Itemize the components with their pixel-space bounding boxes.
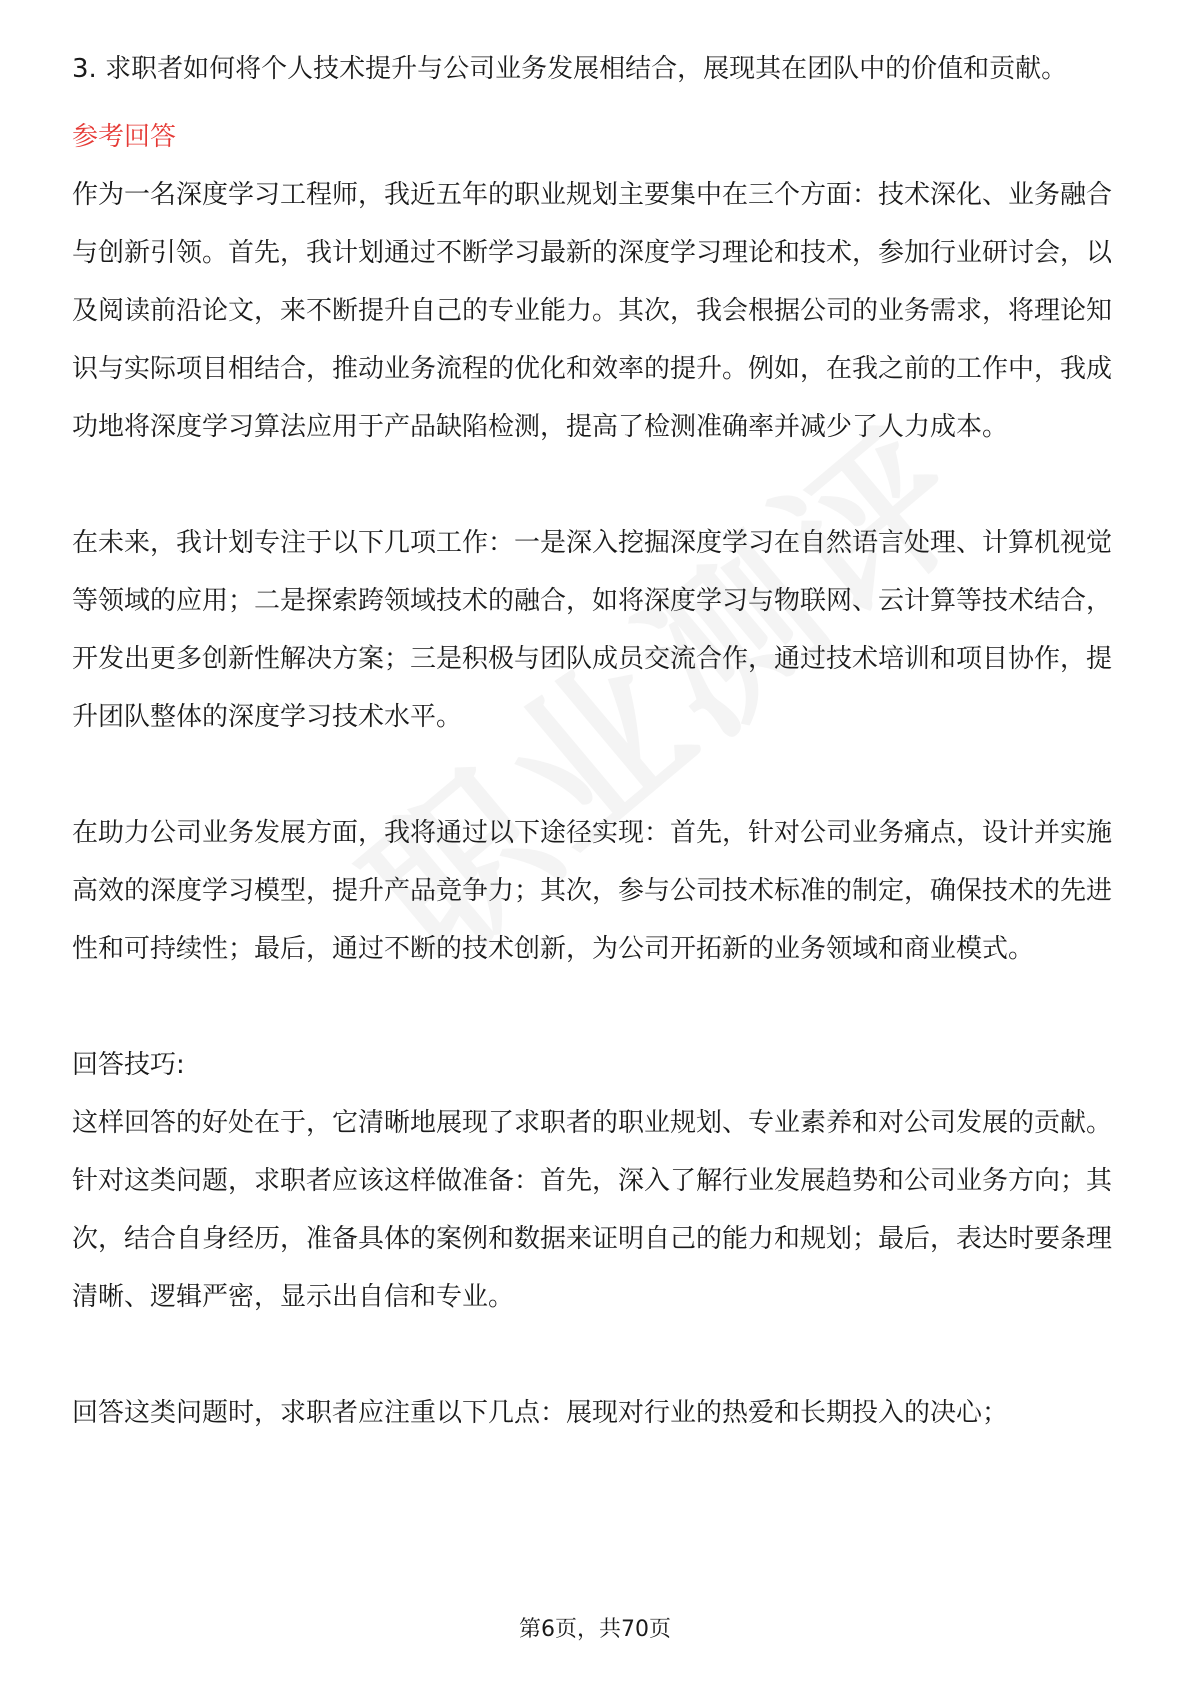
page-footer: 第6页，共70页 [519,1617,671,1642]
tips-paragraph: 这样回答的好处在于，它清晰地展现了求职者的职业规划、专业素养和对公司发展的贡献。针对这类问题，求职者应该这样做准备：首先，深入了解行业发展趋势和公司业务方向；其次，结合自身经历，准备具体的案例和数据来证明自己的能力和规划；最后，表达时要条理清晰、逻辑严密，显示出自信和专业。 [72,1108,1113,1312]
question-text: 3. 求职者如何将个人技术提升与公司业务发展相结合，展现其在团队中的价值和贡献。 [72,54,1068,84]
closing-paragraph: 回答这类问题时，求职者应注重以下几点：展现对行业的热爱和长期投入的决心； [72,1398,1009,1428]
document-body [72,40,1118,1442]
answer-paragraph-3: 在助力公司业务发展方面，我将通过以下途径实现：首先，针对公司业务痛点，设计并实施高效的深度学习模型，提升产品竞争力；其次，参与公司技术标准的制定，确保技术的先进性和可持续性；最后，通过不断的技术创新，为公司开拓新的业务领域和商业模式。 [72,818,1113,964]
tips-heading: 回答技巧: [72,1050,185,1080]
reference-answer-heading: 参考回答 [72,122,177,152]
answer-paragraph-1: 作为一名深度学习工程师，我近五年的职业规划主要集中在三个方面：技术深化、业务融合与创新引领。首先，我计划通过不断学习最新的深度学习理论和技术，参加行业研讨会，以及阅读前沿论文，来不断提升自己的专业能力。其次，我会根据公司的业务需求，将理论知识与实际项目相结合，推动业务流程的优化和效率的提升。例如，在我之前的工作中，我成功地将深度学习算法应用于产品缺陷检测，提高了检测准确率并减少了人力成本。 [72,180,1113,442]
answer-paragraph-2: 在未来，我计划专注于以下几项工作：一是深入挖掘深度学习在自然语言处理、计算机视觉等领域的应用；二是探索跨领域技术的融合，如将深度学习与物联网、云计算等技术结合，开发出更多创新性解决方案；三是积极与团队成员交流合作，通过技术培训和项目协作，提升团队整体的深度学习技术水平。 [72,528,1113,732]
